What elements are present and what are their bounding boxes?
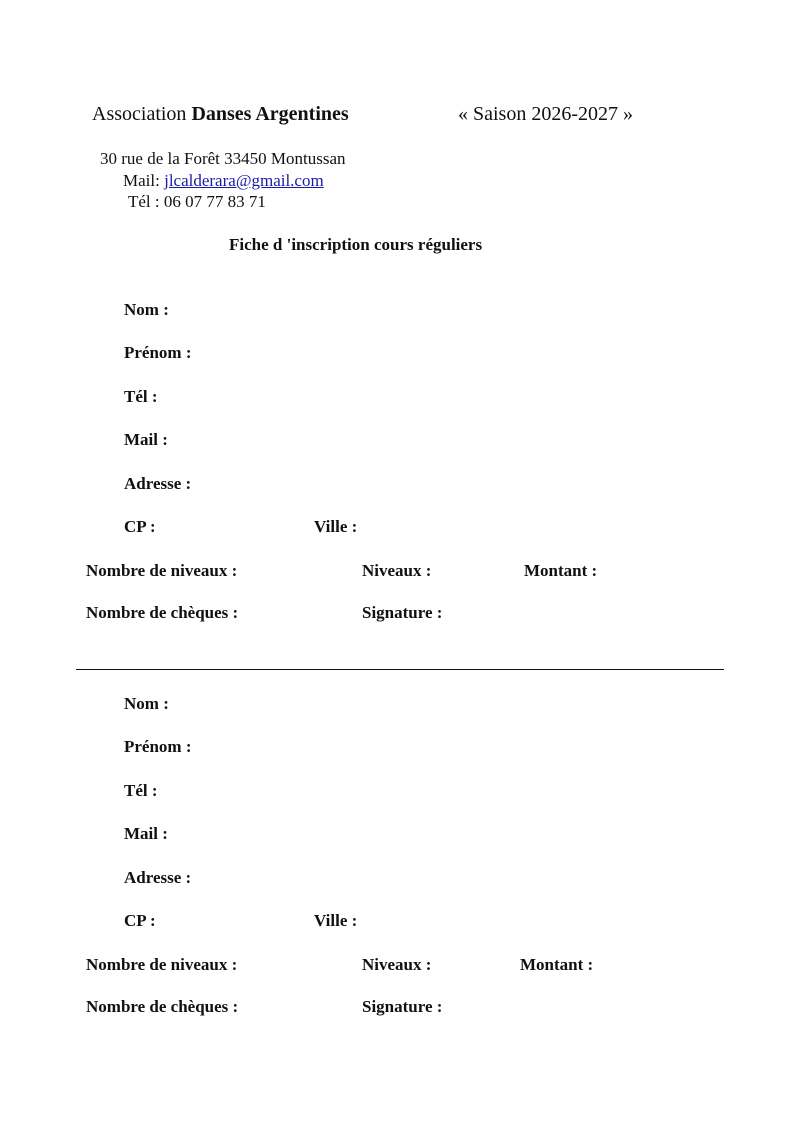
mail-label: Mail : bbox=[124, 430, 168, 449]
contact-mail-link[interactable]: jlcalderara@gmail.com bbox=[164, 171, 324, 190]
form-title: Fiche d 'inscription cours réguliers bbox=[229, 235, 483, 254]
tel-label: Tél : bbox=[124, 781, 158, 800]
signature-label: Signature : bbox=[362, 997, 443, 1016]
prenom-label: Prénom : bbox=[124, 737, 192, 756]
cp-label: CP : bbox=[124, 517, 156, 536]
address-line: 30 rue de la Forêt 33450 Montussan bbox=[100, 149, 346, 168]
nombre-cheques-label: Nombre de chèques : bbox=[86, 997, 239, 1016]
niveaux-label: Niveaux : bbox=[362, 561, 432, 580]
nombre-cheques-label: Nombre de chèques : bbox=[86, 603, 239, 622]
mail-label: Mail : bbox=[124, 824, 168, 843]
nombre-niveaux-label: Nombre de niveaux : bbox=[86, 561, 238, 580]
adresse-label: Adresse : bbox=[124, 868, 192, 887]
adresse-label: Adresse : bbox=[124, 474, 192, 493]
montant-label: Montant : bbox=[524, 561, 598, 580]
cp-label: CP : bbox=[124, 911, 156, 930]
niveaux-label: Niveaux : bbox=[362, 955, 432, 974]
season-label: « Saison 2026-2027 » bbox=[458, 103, 633, 125]
montant-label: Montant : bbox=[520, 955, 594, 974]
nombre-niveaux-label: Nombre de niveaux : bbox=[86, 955, 238, 974]
association-title bbox=[92, 103, 349, 126]
tel-label: Tél : bbox=[124, 387, 158, 406]
contact-tel-line: Tél : 06 07 77 83 71 bbox=[128, 192, 266, 211]
association-name: Danses Argentines bbox=[191, 103, 349, 125]
contact-mail-row bbox=[123, 171, 324, 191]
nom-label: Nom : bbox=[124, 300, 169, 319]
nom-label: Nom : bbox=[124, 694, 169, 713]
association-prefix: Association bbox=[92, 103, 187, 125]
form-divider bbox=[76, 669, 724, 670]
contact-mail-label: Mail: bbox=[123, 171, 160, 190]
signature-label: Signature : bbox=[362, 603, 443, 622]
prenom-label: Prénom : bbox=[124, 343, 192, 362]
ville-label: Ville : bbox=[314, 517, 358, 536]
ville-label: Ville : bbox=[314, 911, 358, 930]
